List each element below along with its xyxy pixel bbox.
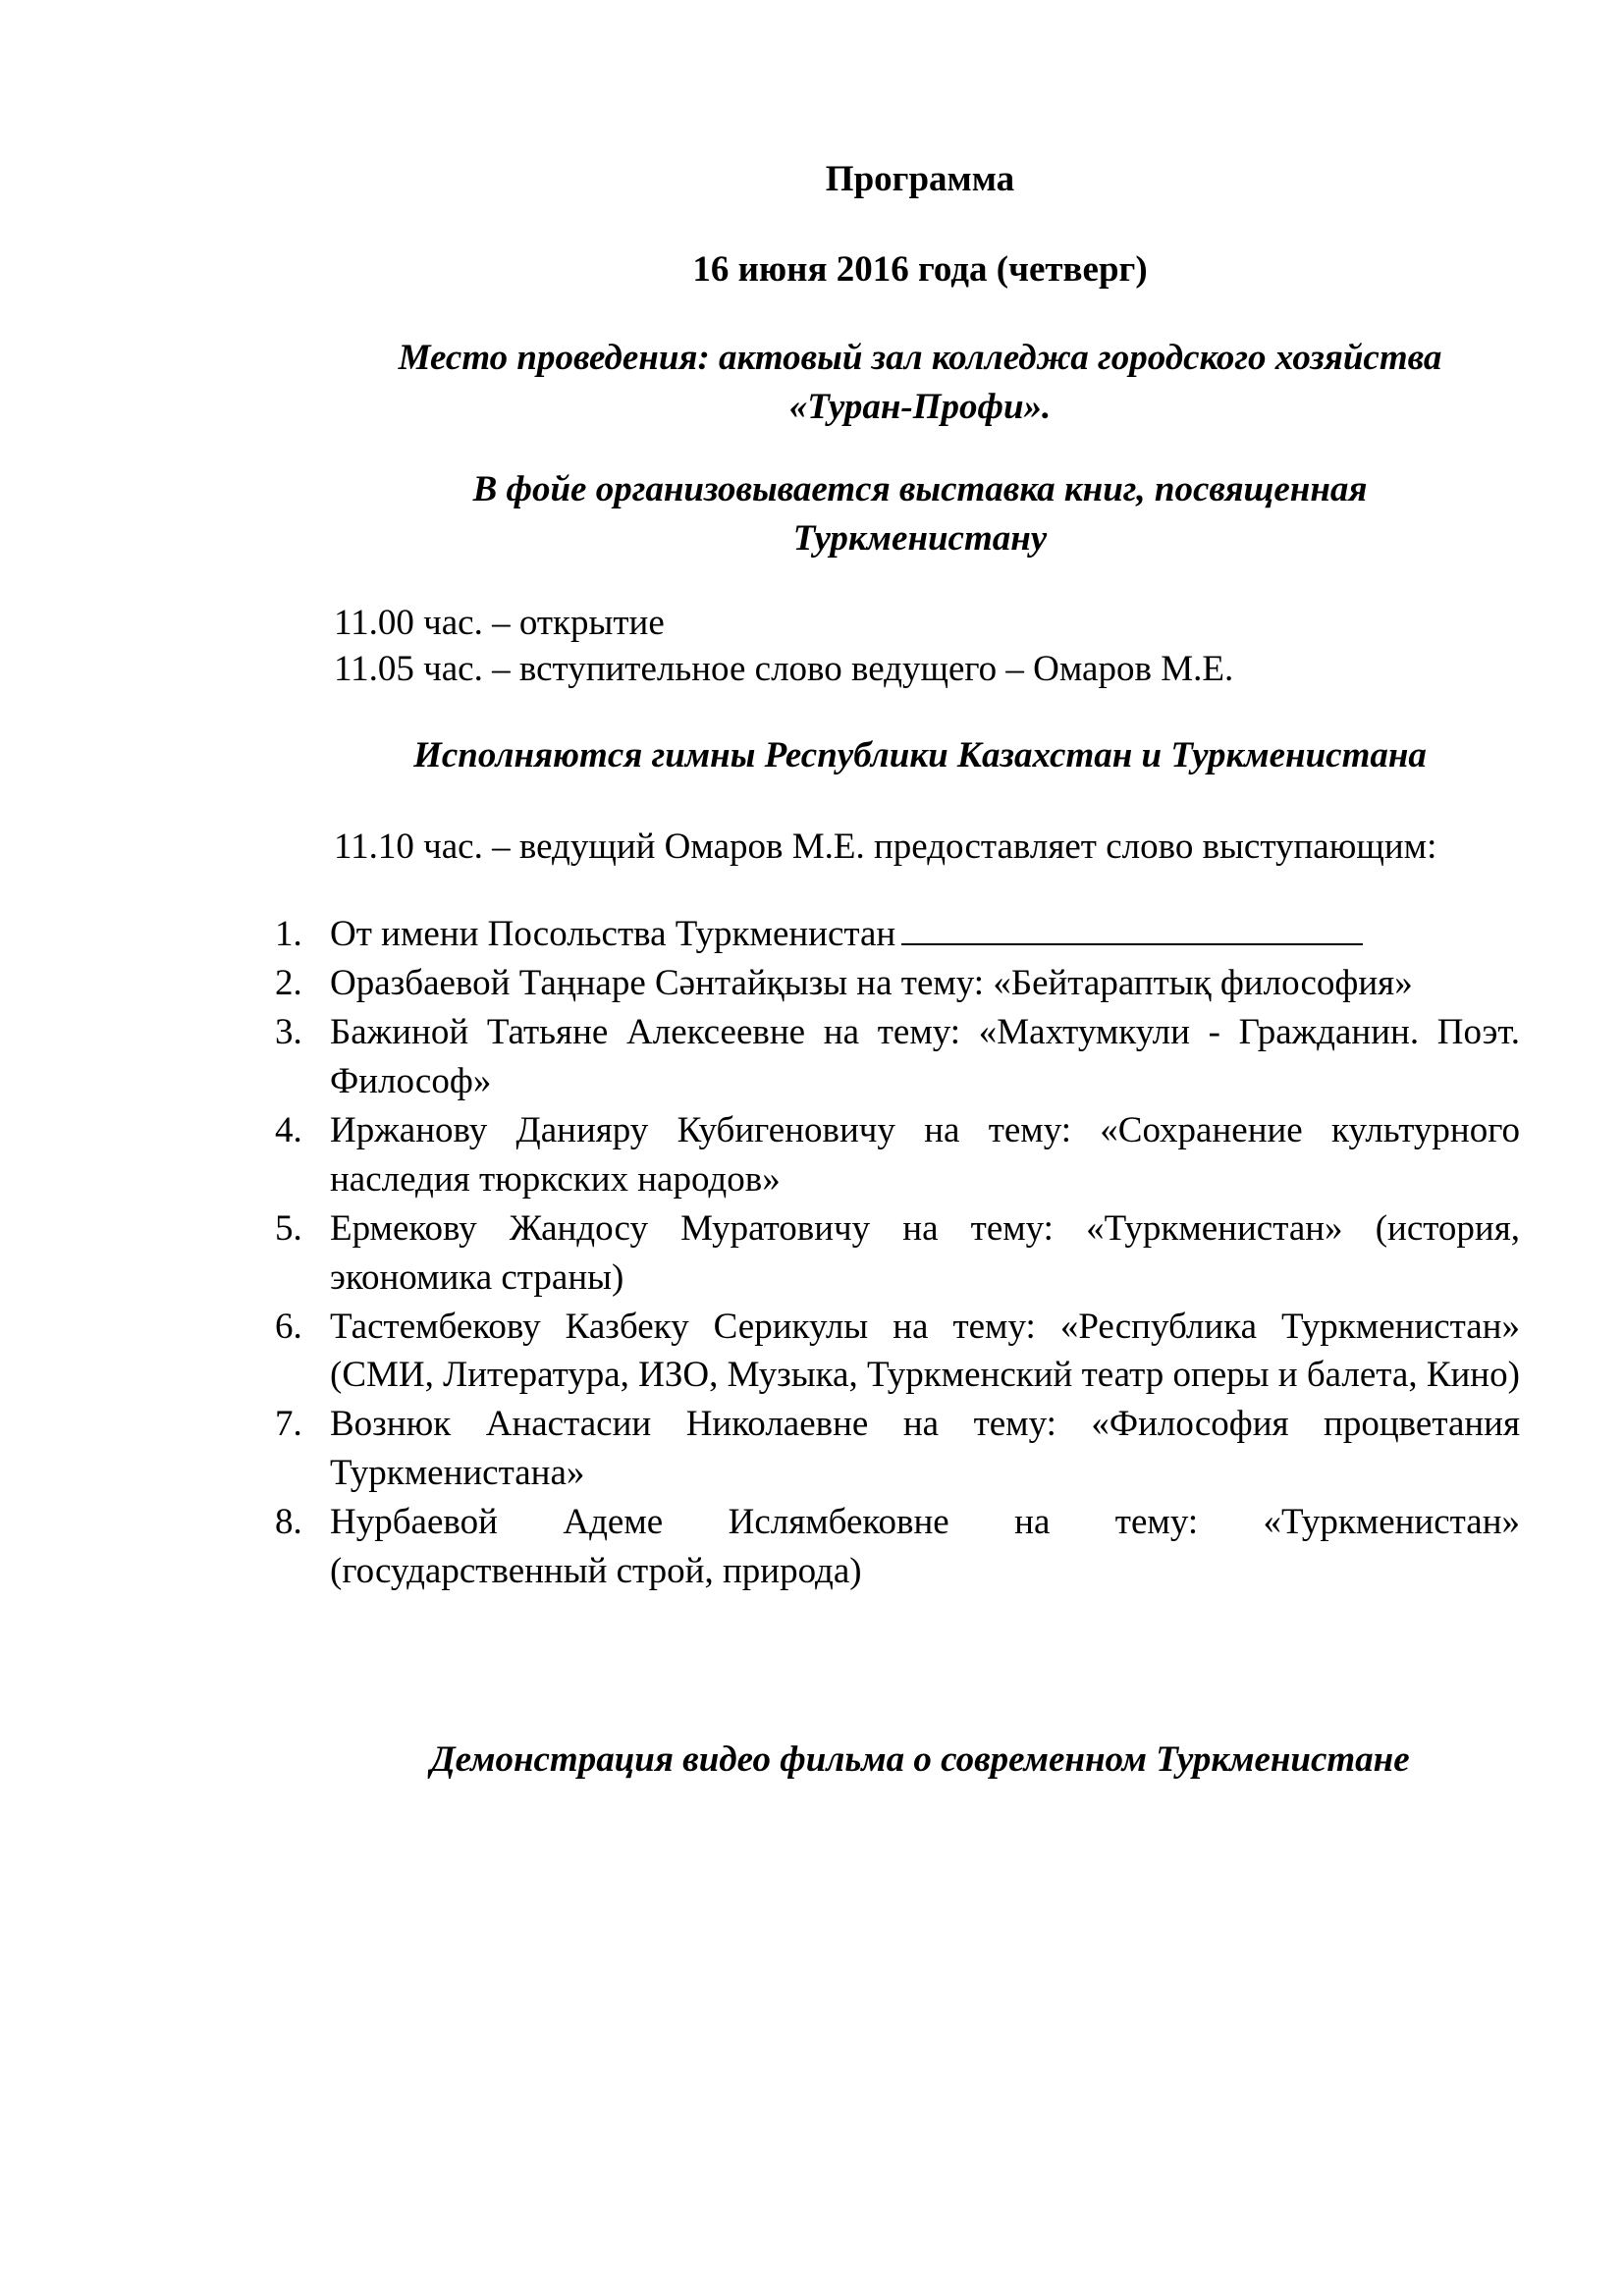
list-item-text: Ермекову Жандосу Муратовичу на тему: «Туркменистан» (история, экономика страны) [330, 1207, 1520, 1298]
list-item [275, 1400, 1520, 1498]
list-item-text: Бажиной Татьяне Алексеевне на тему: «Махтумкули - Гражданин. Поэт. Философ» [330, 1011, 1520, 1101]
list-item [275, 959, 1520, 1008]
document-title: Программа [825, 159, 1015, 199]
list-item-number: 4. [275, 1109, 302, 1150]
signature-blank-line [901, 914, 1363, 945]
list-item-number: 8. [275, 1502, 302, 1543]
list-item [275, 1303, 1520, 1401]
list-item-text: Тастембекову Казбеку Серикулы на тему: «Республика Туркменистан» (СМИ, Литература, ИЗО, Музыка, Туркменский театр оперы и балета, Кино) [330, 1306, 1520, 1396]
list-item-number: 3. [275, 1011, 302, 1052]
closing-note: Демонстрация видео фильма о современном Туркменистане [430, 1739, 1410, 1780]
speakers-list [275, 910, 1520, 1596]
event-date: 16 июня 2016 года (четверг) [692, 249, 1148, 290]
list-item-number: 5. [275, 1207, 302, 1249]
schedule-item-opening: 11.00 час. – открытие [334, 603, 665, 643]
list-item [275, 910, 1520, 959]
list-item [275, 1498, 1520, 1596]
list-item-number: 7. [275, 1404, 302, 1445]
list-item-text: Вознюк Анастасии Николаевне на тему: «Философия процветания Туркменистана» [330, 1404, 1520, 1494]
venue-line-1: Место проведения: актовый зал колледжа городского хозяйства [398, 338, 1442, 378]
list-item-number: 2. [275, 962, 302, 1003]
anthems-note: Исполняются гимны Республики Казахстан и Туркменистана [413, 735, 1427, 775]
list-item [275, 1204, 1520, 1303]
exhibition-line-1: В фойе организовывается выставка книг, посвященная [472, 469, 1368, 509]
list-item-text: Нурбаевой Адеме Ислямбековне на тему: «Туркменистан» (государственный строй, природа) [330, 1502, 1520, 1592]
list-item [275, 1008, 1520, 1106]
exhibition-line-2: Туркменистану [792, 518, 1048, 559]
list-item [275, 1106, 1520, 1204]
speakers-intro: 11.10 час. – ведущий Омаров М.Е. предоставляет слово выступающим: [334, 827, 1437, 867]
list-item-text: Иржанову Данияру Кубигеновичу на тему: «Сохранение культурного наследия тюркских народов» [330, 1109, 1520, 1200]
list-item-number: 1. [275, 914, 302, 954]
list-item-text: Оразбаевой Таңнаре Сәнтайқызы на тему: «Бейтараптық философия» [330, 962, 1413, 1003]
list-item-number: 6. [275, 1306, 302, 1347]
list-item-text: От имени Посольства Туркменистан [330, 914, 896, 954]
venue-line-2: «Туран-Профи». [788, 387, 1052, 427]
schedule-item-welcome: 11.05 час. – вступительное слово ведущего – Омаров М.Е. [334, 649, 1234, 689]
